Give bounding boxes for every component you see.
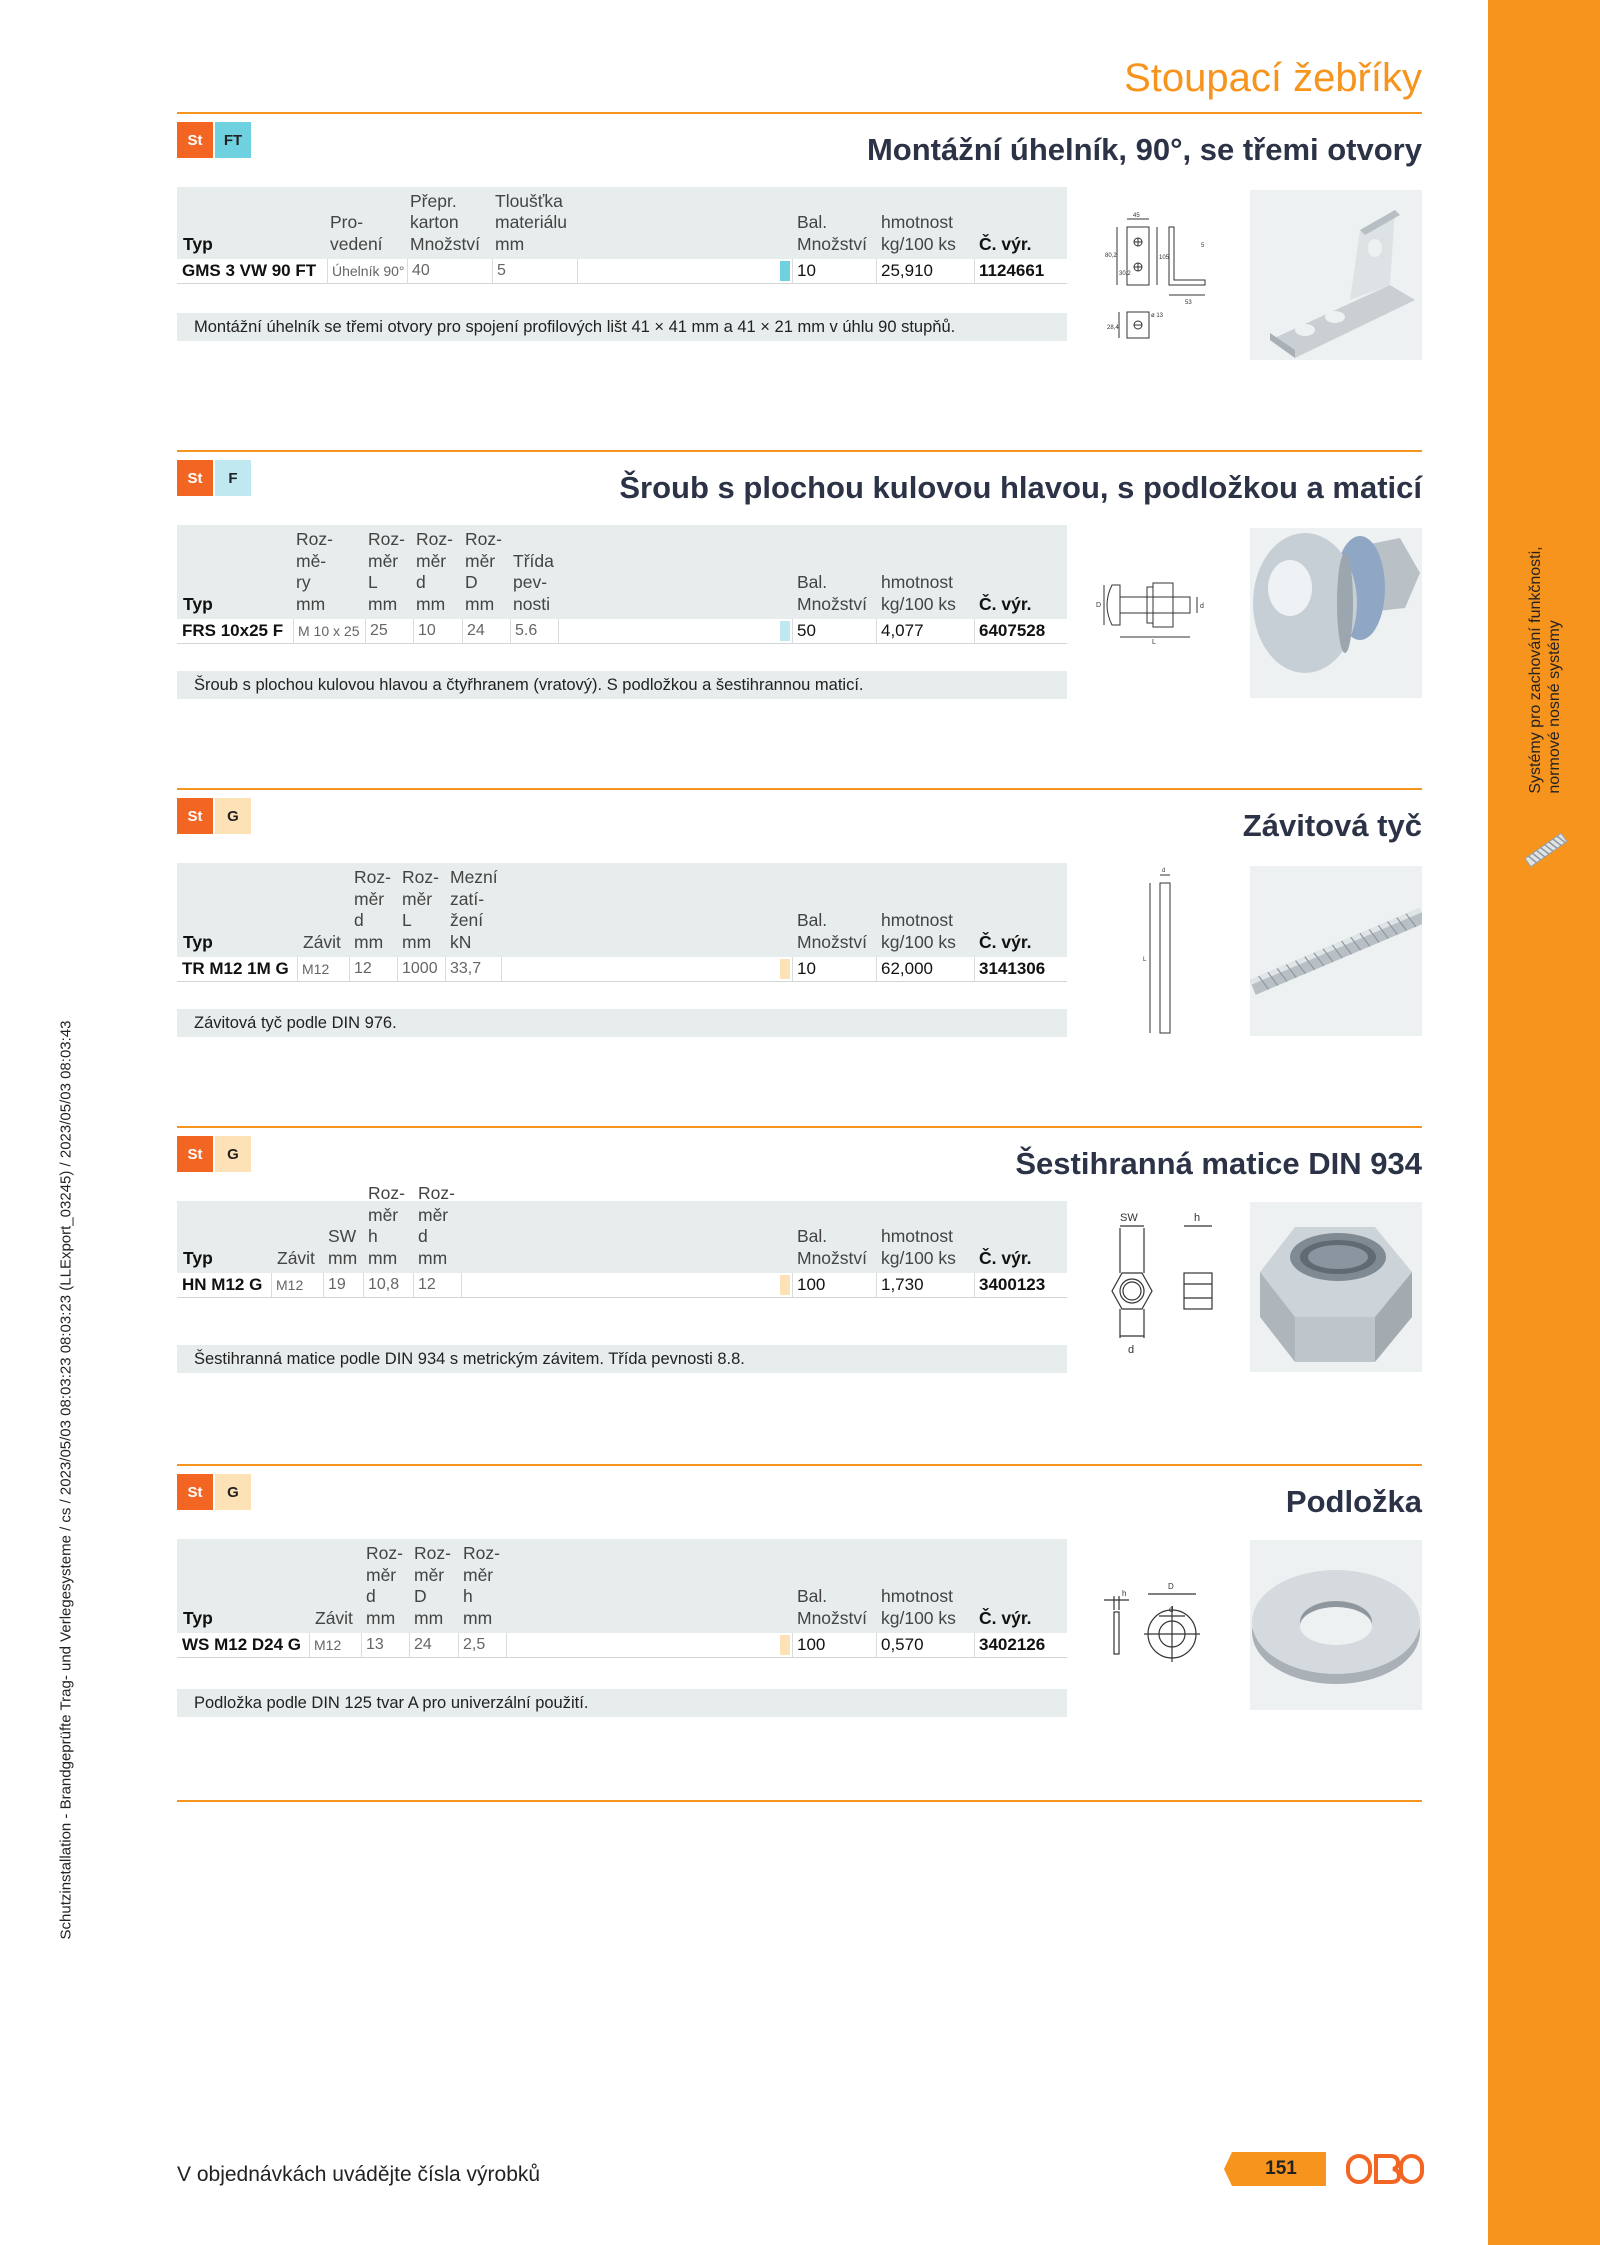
cell-pack: 10 [792,957,876,981]
cell-article: 3402126 [974,1633,1067,1657]
cell-weight: 62,000 [876,957,974,981]
material-badges [177,1474,253,1510]
order-note: V objednávkách uvádějte čísla výrobků [177,2163,541,2186]
col-header-article: Č. výr. [979,931,1032,952]
finish-color-marker [780,959,790,979]
dim-label: ø 13 [1151,313,1164,319]
cell-sw: 19 [323,1273,363,1297]
cell-empty [501,957,792,981]
cell-type: TR M12 1M G [182,959,289,978]
badge-material: St [177,1474,213,1510]
product-table [177,1539,1067,1654]
cell-empty [506,1633,792,1657]
threaded-rod-thumbnail-icon [1522,826,1570,874]
obo-logo-icon [1346,2152,1424,2186]
cell-carton: 40 [407,259,492,283]
badge-material: St [177,798,213,834]
hex-nut-drawing [1092,1206,1232,1376]
cell-load: 33,7 [445,957,501,981]
carriage-bolt-drawing [1092,565,1222,645]
product-description: Závitová tyč podle DIN 976. [177,1009,1067,1037]
cell-thread: M12 [309,1633,361,1657]
col-header-size: Roz- mě- ry mm [296,529,333,614]
page-number: 151 [1265,2158,1297,2179]
cell-pack: 10 [792,259,876,283]
cell-pack: 50 [792,619,876,643]
col-header-type: Typ [183,233,213,254]
carriage-bolt-photo [1250,528,1422,698]
col-header-weight: hmotnost kg/100 ks [881,1226,956,1268]
product-title: Montážní úhelník, 90°, se třemi otvory [866,132,1422,167]
product-table [177,187,1067,284]
threaded-rod-photo [1250,866,1422,1036]
col-header-d: Roz- měr d mm [354,867,391,952]
col-header-load: Mezní zatí- žení kN [450,867,498,952]
table-row [177,619,1067,644]
section-divider [177,1126,1422,1128]
finish-color-marker [780,1635,790,1655]
product-title: Podložka [1285,1484,1422,1519]
dim-label: 53 [1185,300,1192,306]
col-header-article: Č. výr. [979,233,1032,254]
sidebar-category-text [1526,546,1564,793]
cell-thickness: 5 [492,259,577,283]
badge-material: St [177,1136,213,1172]
col-header-version: Pro- vedení [330,212,383,254]
col-header-pack: Bal. Množství [797,212,868,254]
cell-d: 10 [413,619,462,643]
table-row [177,259,1067,284]
col-header-pack: Bal. Množství [797,1586,868,1628]
col-header-thread: Závit [277,1247,315,1268]
cell-type: GMS 3 VW 90 FT [182,261,317,280]
dim-label: 45 [1133,213,1140,219]
cell-pack: 100 [792,1273,876,1297]
dim-label: d [1162,868,1166,874]
finish-color-marker [780,261,790,281]
badge-finish: G [215,798,251,834]
col-header-h: Roz- měr h mm [368,1183,405,1268]
angle-bracket-drawing [1097,207,1217,347]
col-header-D: Roz- měr D mm [414,1543,451,1628]
table-row [177,1273,1067,1298]
dim-label: 80,2 [1105,253,1117,259]
dim-label: 5 [1201,243,1205,249]
section-divider [177,1464,1422,1466]
cell-pack: 100 [792,1633,876,1657]
cell-length: 25 [365,619,413,643]
dim-label: h [1122,1589,1127,1598]
col-header-pack: Bal. Množství [797,572,868,614]
material-badges [177,798,253,834]
cell-type: HN M12 G [182,1275,263,1294]
cell-h: 10,8 [363,1273,413,1297]
finish-color-marker [780,1275,790,1295]
product-table [177,1183,1067,1298]
col-header-d: Roz- měr d mm [416,529,453,614]
product-section-hex-nut [177,1126,1422,1376]
table-row [177,957,1067,982]
col-header-h: Roz- měr h mm [463,1543,500,1628]
section-divider [177,450,1422,452]
col-header-type: Typ [183,931,213,952]
cell-d: 12 [349,957,397,981]
material-badges [177,460,253,496]
col-header-type: Typ [183,1247,213,1268]
dim-label: h [1194,1212,1201,1224]
angle-bracket-photo [1250,190,1422,360]
material-badges [177,122,253,158]
badge-material: St [177,460,213,496]
cell-empty [558,619,792,643]
col-header-length: Roz- měr L mm [368,529,405,614]
col-header-strength: Třída pev- nosti [513,550,554,614]
threaded-rod-drawing [1142,863,1192,1043]
sidebar-line-2: normové nosné systémy [1546,620,1563,794]
badge-finish: G [215,1136,251,1172]
product-section-carriage-bolt [177,450,1422,700]
col-header-thickness: Tloušťka materiálu mm [495,190,567,254]
col-header-carton: Přepr. karton Množství [410,190,481,254]
cell-empty [577,259,792,283]
carriage-bolt-image [1250,528,1422,698]
washer-image [1250,1540,1422,1710]
section-divider [177,788,1422,790]
cell-d: 13 [361,1633,409,1657]
dim-label: d [1128,1344,1135,1356]
cell-article: 1124661 [974,259,1067,283]
col-header-sw: SW mm [328,1226,358,1268]
cell-article: 6407528 [974,619,1067,643]
col-header-type: Typ [183,593,213,614]
cell-d: 12 [413,1273,461,1297]
dim-label: d [1200,603,1204,610]
threaded-rod-image [1250,866,1422,1036]
col-header-article: Č. výr. [979,593,1032,614]
table-header [177,525,1067,619]
cell-size: M 10 x 25 [293,619,365,643]
bottom-divider [177,1800,1422,1802]
washer-photo [1250,1540,1422,1710]
page-title: Stoupací žebříky [1124,56,1422,100]
product-section-threaded-rod [177,788,1422,1038]
col-header-length: Roz- měr L mm [402,867,439,952]
table-header [177,1539,1067,1633]
dim-label: SW [1120,1212,1138,1224]
col-header-weight: hmotnost kg/100 ks [881,212,956,254]
cell-length: 1000 [397,957,445,981]
col-header-weight: hmotnost kg/100 ks [881,572,956,614]
badge-finish: G [215,1474,251,1510]
vertical-export-info: Schutzinstallation - Brandgeprüfte Trag- und Verlegesysteme / cs / 2023/05/03 08:03:23 08:03:23 (LLExport_03245) / 2023/05/03 08:03:43 [57,1020,75,1940]
logo-text: OBO [1346,2152,1349,2153]
table-row [177,1633,1067,1658]
dim-label: 30,2 [1119,271,1131,277]
dim-label: L [1152,639,1156,645]
col-header-pack: Bal. Množství [797,910,868,952]
dim-label: d [1169,1605,1174,1614]
dim-label: 105 [1159,255,1170,261]
product-description: Podložka podle DIN 125 tvar A pro univerzální použití. [177,1689,1067,1717]
cell-article: 3400123 [974,1273,1067,1297]
section-divider [177,112,1422,114]
product-description: Šroub s plochou kulovou hlavou a čtyřhranem (vratový). S podložkou a šestihrannou maticí. [177,671,1067,699]
sidebar-line-1: Systémy pro zachování funkčnosti, [1527,546,1544,794]
finish-color-marker [780,621,790,641]
col-header-d: Roz- měr d mm [418,1183,455,1268]
cell-strength: 5.6 [510,619,558,643]
badge-finish: F [215,460,251,496]
cell-weight: 1,730 [876,1273,974,1297]
col-header-pack: Bal. Množství [797,1226,868,1268]
table-header [177,863,1067,957]
cell-weight: 0,570 [876,1633,974,1657]
col-header-thread: Závit [315,1607,353,1628]
col-header-article: Č. výr. [979,1247,1032,1268]
product-table [177,863,1067,982]
cell-weight: 4,077 [876,619,974,643]
cell-version: Úhelník 90° [327,259,407,283]
cell-D: 24 [462,619,510,643]
product-description: Šestihranná matice podle DIN 934 s metrickým závitem. Třída pevnosti 8.8. [177,1345,1067,1373]
washer-drawing [1092,1574,1222,1684]
table-header [177,1183,1067,1273]
col-header-article: Č. výr. [979,1607,1032,1628]
col-header-thread: Závit [303,931,341,952]
badge-finish: FT [215,122,251,158]
cell-thread: M12 [297,957,349,981]
product-title: Šroub s plochou kulovou hlavou, s podložkou a maticí [619,470,1422,505]
product-description: Montážní úhelník se třemi otvory pro spojení profilových lišt 41 × 41 mm a 41 × 21 mm v úhlu 90 stupňů. [177,313,1067,341]
dim-label: D [1168,1582,1174,1591]
orange-sidebar [1488,0,1600,2245]
dim-label: L [1143,957,1147,963]
badge-material: St [177,122,213,158]
dim-label: D [1096,602,1102,609]
cell-thread: M12 [271,1273,323,1297]
col-header-weight: hmotnost kg/100 ks [881,910,956,952]
cell-D: 24 [409,1633,458,1657]
col-header-D: Roz- měr D mm [465,529,502,614]
col-header-d: Roz- měr d mm [366,1543,403,1628]
cell-h: 2,5 [458,1633,506,1657]
cell-weight: 25,910 [876,259,974,283]
hex-nut-image [1250,1202,1422,1372]
hex-nut-photo [1250,1202,1422,1372]
dim-label: 28,4 [1107,325,1119,331]
product-table [177,525,1067,644]
product-title: Šestihranná matice DIN 934 [1015,1146,1422,1181]
cell-article: 3141306 [974,957,1067,981]
table-header [177,187,1067,259]
col-header-type: Typ [183,1607,213,1628]
cell-type: WS M12 D24 G [182,1635,302,1654]
material-badges [177,1136,253,1172]
product-section-angle-bracket [177,112,1422,362]
col-header-weight: hmotnost kg/100 ks [881,1586,956,1628]
product-title: Závitová tyč [1242,808,1422,843]
cell-empty [461,1273,792,1297]
cell-type: FRS 10x25 F [182,621,284,640]
angle-bracket-image [1250,190,1422,360]
product-section-washer [177,1464,1422,1714]
